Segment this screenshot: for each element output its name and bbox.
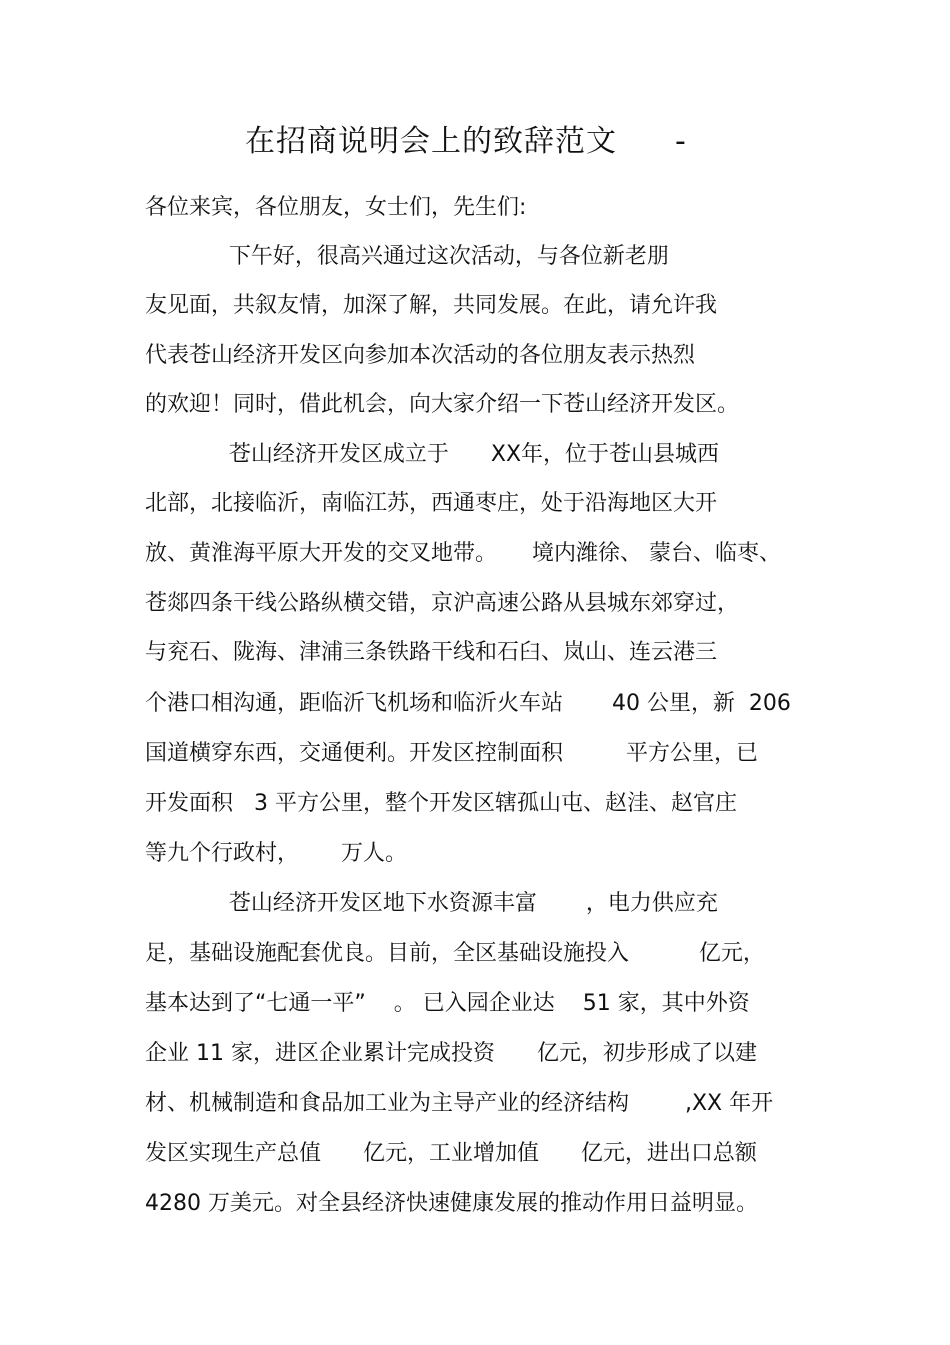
body-line: 国道横穿东西，交通便利。开发区控制面积 平方公里，已 (145, 741, 758, 766)
body-line: 发区实现生产总值 亿元，工业增加值 亿元，进出口总额 (145, 1141, 757, 1166)
body-line: 等九个行政村， 万人。 (145, 841, 407, 866)
body-line: 北部，北接临沂，南临江苏，西通枣庄，处于沿海地区大开 (145, 491, 718, 516)
body-line: 苍郯四条干线公路纵横交错，京沪高速公路从县城东郊穿过， (145, 591, 740, 616)
body-line: 4280 万美元。对全县经济快速健康发展的推动作用日益明显。 (145, 1191, 758, 1216)
body-line: 苍山经济开发区地下水资源丰富 ，电力供应充 (145, 891, 718, 916)
body-line: 友见面，共叙友情，加深了解，共同发展。在此，请允许我 (145, 293, 718, 318)
body-line: 放、黄淮海平原大开发的交叉地带。 境内潍徐、 蒙台、临枣、 (145, 541, 781, 566)
body-line: 下午好，很高兴通过这次活动，与各位新老朋 (145, 244, 669, 269)
body-line: 足，基础设施配套优良。目前，全区基础设施投入 亿元， (145, 941, 765, 966)
body-line: 各位来宾，各位朋友，女士们，先生们: (145, 195, 527, 220)
body-line: 材、机械制造和食品加工业为主导产业的经济结构 ,XX 年开 (145, 1091, 774, 1116)
body-line: 的欢迎！同时，借此机会，向大家介绍一下苍山经济开发区。 (145, 392, 740, 417)
body-line: 与兖石、陇海、津浦三条铁路干线和石臼、岚山、连云港三 (145, 640, 718, 665)
body-line: 企业 11 家，进区企业累计完成投资 亿元，初步形成了以建 (145, 1041, 757, 1066)
body-line: 开发面积 3 平方公里，整个开发区辖孤山屯、赵洼、赵官庄 (145, 791, 737, 816)
body-line: 代表苍山经济开发区向参加本次活动的各位朋友表示热烈 (145, 343, 696, 368)
body-line: 个港口相沟通，距临沂飞机场和临沂火车站 40 公里，新 206 (145, 691, 791, 716)
body-line: 基本达到了“七通一平” 。 已入园企业达 51 家，其中外资 (145, 991, 750, 1016)
body-line: 苍山经济开发区成立于 XX年，位于苍山县城西 (145, 442, 720, 467)
document-title: 在招商说明会上的致辞范文 (245, 124, 617, 159)
title-suffix: - (675, 124, 686, 159)
